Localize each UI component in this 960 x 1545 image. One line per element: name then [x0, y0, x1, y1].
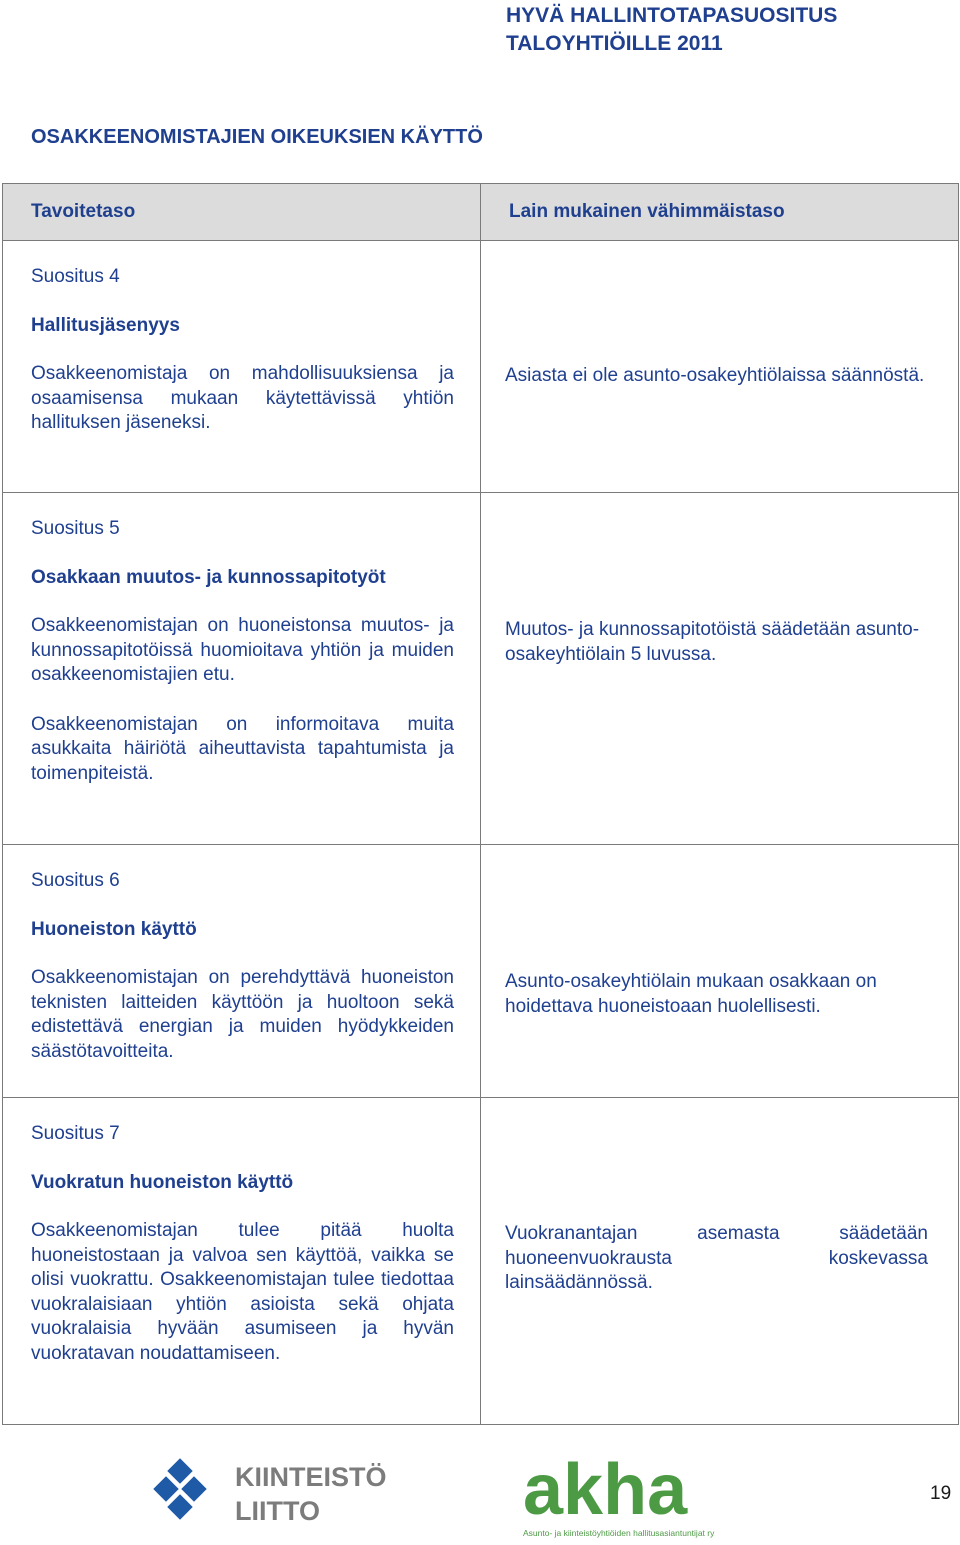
- akha-logo-tagline: Asunto- ja kiinteistöyhtiöiden hallitusasiantuntijat ry: [523, 1528, 715, 1538]
- kiinteistoliitto-logo: [153, 1458, 423, 1526]
- legal-minimum-text: Vuokranantajan asemasta säädetään huoneenvuokrausta koskevassa lainsäädännössä.: [505, 1223, 928, 1293]
- recommendation-title: Osakkaan muutos- ja kunnossapitotyöt: [31, 566, 386, 588]
- legal-minimum-text: Asunto-osakeyhtiölain mukaan osakkaan on hoidettava huoneistoaan huolellisesti.: [505, 971, 877, 1017]
- legal-minimum-cell: [481, 493, 959, 845]
- table-row: [3, 1098, 959, 1425]
- recommendation-cell: [3, 845, 481, 1098]
- page-number: 19: [930, 1483, 952, 1504]
- recommendation-text: Osakkeenomistajan on huoneistonsa muutos- ja kunnossapitotöissä huomioitava yhtiön ja muiden osakkeenomistajien etu.: [31, 615, 454, 685]
- legal-minimum-cell: [481, 241, 959, 493]
- recommendation-number: Suositus 6: [31, 870, 120, 891]
- section-title: OSAKKEENOMISTAJIEN OIKEUKSIEN KÄYTTÖ: [31, 126, 483, 148]
- recommendation-text: Osakkeenomistajan on informoitava muita asukkaita häiriötä aiheuttavista tapahtumista ja toimenpiteistä.: [31, 713, 454, 784]
- akha-logo-word: akha: [523, 1452, 688, 1530]
- recommendation-text: Osakkeenomistaja on mahdollisuuksiensa ja osaamisensa mukaan käytettävissä yhtiön hallituksen jäseneksi.: [31, 363, 454, 433]
- recommendation-title: Hallitusjäsenyys: [31, 314, 180, 336]
- kiinteistoliitto-logo-line2: LIITTO: [235, 1496, 320, 1526]
- recommendation-cell: [3, 1098, 481, 1425]
- recommendation-cell: [3, 241, 481, 493]
- table-row: [3, 241, 959, 493]
- column-header-target-level: Tavoitetaso: [3, 184, 481, 241]
- recommendation-title: Huoneiston käyttö: [31, 918, 197, 940]
- legal-minimum-cell: [481, 845, 959, 1098]
- document-header: [506, 2, 946, 58]
- recommendation-text: Osakkeenomistajan tulee pitää huolta huoneistostaan ja valvoa sen käyttöä, vaikka se olisi vuokrattu. Osakkeenomistajan tulee tiedottaa vuokralaisiaan yhtiön asioista sekä ohjata vuokralaisia hyvään asumiseen ja hyvän vuokratavan noudattamiseen.: [31, 1220, 454, 1364]
- table-row: [3, 493, 959, 845]
- recommendation-cell: [3, 493, 481, 845]
- recommendation-number: Suositus 7: [31, 1123, 120, 1144]
- kiinteistoliitto-logo-line1: KIINTEISTÖ: [235, 1462, 387, 1492]
- document-header-line1: HYVÄ HALLINTOTAPASUOSITUS: [506, 4, 838, 27]
- table-header-row: [3, 184, 959, 241]
- kiinteistoliitto-diamond-mark: [153, 1458, 206, 1519]
- recommendation-number: Suositus 5: [31, 518, 120, 539]
- recommendation-text: Osakkeenomistajan on perehdyttävä huoneiston teknisten laitteiden käyttöön ja huoltoon sekä edistettävä energian ja muiden hyödykkeiden säästötavoitteita.: [31, 967, 454, 1062]
- legal-minimum-text: Asiasta ei ole asunto-osakeyhtiölaissa säännöstä.: [505, 365, 925, 386]
- recommendation-number: Suositus 4: [31, 266, 120, 287]
- recommendation-title: Vuokratun huoneiston käyttö: [31, 1171, 294, 1193]
- table-row: [3, 845, 959, 1098]
- akha-logo: [521, 1452, 761, 1540]
- legal-minimum-cell: [481, 1098, 959, 1425]
- recommendations-table: [2, 183, 959, 1425]
- column-header-legal-minimum: Lain mukainen vähimmäistaso: [481, 184, 959, 241]
- document-header-line2: TALOYHTIÖILLE 2011: [506, 32, 723, 55]
- legal-minimum-text: Muutos- ja kunnossapitotöistä säädetään asunto-osakeyhtiölain 5 luvussa.: [505, 619, 920, 665]
